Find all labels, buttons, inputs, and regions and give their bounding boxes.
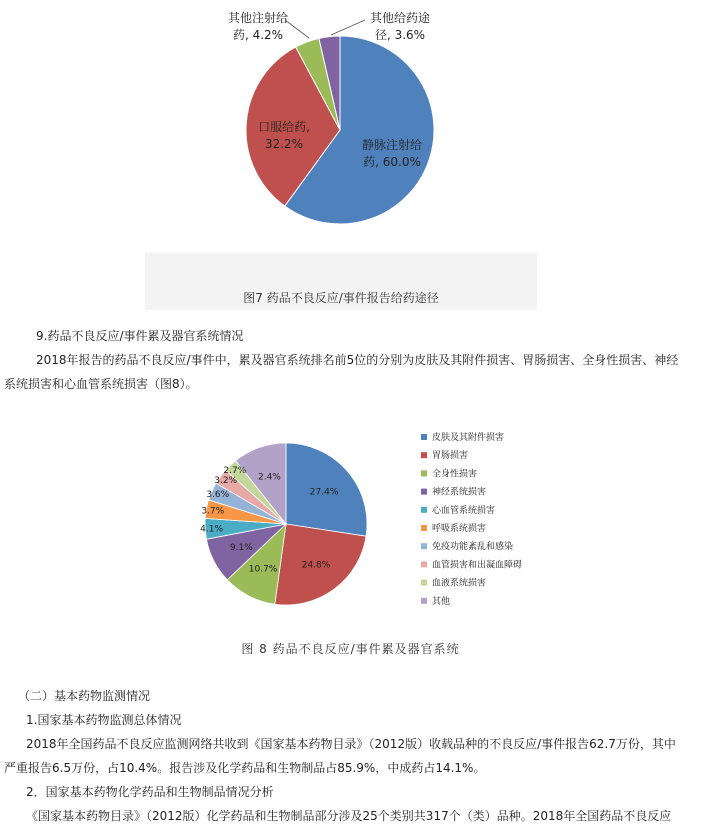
figure7-label: 口服给药,: [258, 120, 310, 134]
figure7-label: 其他注射给: [227, 11, 289, 25]
figure7-label: 药, 4.2%: [232, 28, 284, 42]
basic-para1-line2: 严重报告6.5万份，占10.4%。报告涉及化学药品和生物制品占85.9%，中成药占14.1%。: [4, 761, 486, 775]
basic-section-heading: （二）基本药物监测情况: [18, 689, 151, 703]
figure8-percent-label: 3.2%: [214, 476, 238, 487]
figure8-percent-label: 10.7%: [248, 564, 278, 575]
basic-sub1-heading: 1.国家基本药物监测总体情况: [26, 713, 182, 727]
figure8-legend-swatch: [421, 561, 427, 567]
figure7-caption: 图7 药品不良反应/事件报告给药途径: [243, 291, 439, 305]
figure8-legend-label: 皮肤及其附件损害: [432, 433, 505, 443]
figure8-legend-swatch: [421, 598, 427, 604]
basic-sub2-heading: 2．国家基本药物化学药品和生物制品情况分析: [26, 785, 274, 799]
figure8-legend: [421, 431, 522, 607]
section9-para-line1: 2018年报告的药品不良反应/事件中，累及器官系统排名前5位的分别为皮肤及其附件损害、胃肠损害、全身性损害、神经: [36, 353, 679, 367]
figure8-legend-label: 血管损害和出凝血障碍: [432, 560, 523, 571]
figure8-percent-label: 27.4%: [309, 487, 339, 498]
figure7-label: 药, 60.0%: [363, 155, 421, 169]
basic-para2-line1: 《国家基本药物目录》（2012版）化学药品和生物制品部分涉及25个类别共317个（类）品种。2018年全国药品不良反应: [26, 809, 672, 823]
figure8-percent-label: 24.8%: [301, 560, 331, 571]
figure8-legend-swatch: [421, 452, 427, 458]
figure8-percent-label: 4.1%: [200, 524, 224, 535]
figure7-caption-box: [145, 253, 537, 310]
figure8-percent-label: 9.1%: [229, 542, 253, 553]
figure7-pie-chart: [0, 0, 701, 250]
figure8-legend-swatch: [421, 543, 427, 549]
figure8-legend-swatch: [421, 525, 427, 531]
figure8-legend-swatch: [421, 470, 427, 476]
figure8-legend-label: 神经系统损害: [432, 487, 487, 498]
figure8-legend-label: 心血管系统损害: [432, 505, 496, 516]
figure8-legend-label: 血液系统损害: [432, 578, 487, 589]
section9-heading: 9.药品不良反应/事件累及器官系统情况: [36, 329, 244, 343]
figure8-legend-label: 其他: [432, 596, 451, 607]
section9-para-line2: 系统损害和心血管系统损害（图8）。: [4, 377, 198, 391]
figure7-label: 径, 3.6%: [374, 28, 426, 42]
figure7-label: 静脉注射给: [361, 138, 423, 152]
figure7-leader-lines: [285, 20, 365, 38]
figure7-label: 32.2%: [264, 137, 304, 151]
figure8-legend-swatch: [421, 507, 427, 513]
figure8-caption: 图 8 药品不良反应/事件累及器官系统: [241, 642, 460, 656]
figure8-percent-label: 3.7%: [201, 506, 225, 517]
figure8-legend-label: 呼吸系统损害: [432, 524, 487, 534]
basic-para1-line1: 2018年全国药品不良反应监测网络共收到《国家基本药物目录》（2012版）收载品种的不良反应/事件报告62.7万份，其中: [26, 737, 676, 751]
figure8-legend-label: 胃肠损害: [432, 451, 469, 462]
figure8-pie-chart: [0, 420, 701, 650]
figure8-legend-label: 免疫功能紊乱和感染: [432, 542, 514, 553]
figure8-percent-label: 2.7%: [223, 465, 247, 476]
figure8-percent-label: 3.6%: [206, 489, 230, 500]
figure8-legend-swatch: [421, 489, 427, 495]
figure8-legend-swatch: [421, 580, 427, 586]
figure7-label: 其他给药途: [369, 11, 431, 25]
figure8-legend-label: 全身性损害: [432, 469, 478, 480]
figure8-percent-label: 2.4%: [257, 472, 281, 483]
figure8-legend-swatch: [421, 434, 427, 440]
